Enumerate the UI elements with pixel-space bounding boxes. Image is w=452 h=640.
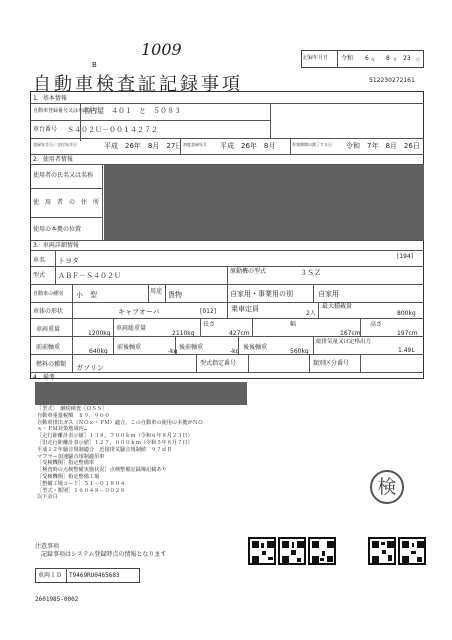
max-load-label: 最大積載量 (322, 303, 353, 310)
reg-number-label: 自動車登録番号又は車両番号 (33, 108, 99, 114)
maker-value: トヨタ (58, 257, 79, 265)
remark-line: 平成１２年騒音規制適合 近接排気騒音規制値 ９７ｄＢ (37, 446, 172, 453)
gross-value: 2110kg (172, 330, 195, 337)
section2-heading: 2．使用者情報 (33, 156, 73, 163)
remarks-list (37, 407, 257, 502)
vehicle-id-value: T9469RU0465683 (69, 572, 120, 579)
first-year-value: 平成 26年 8月 (220, 142, 276, 150)
qr-code-5 (398, 537, 426, 565)
section1-heading: 1．基本情報 (33, 95, 67, 102)
section4-heading: 4．備考 (33, 374, 55, 381)
front-rear-axle-label: 前後軸重 (117, 344, 142, 351)
rear-rear-axle-value: 560kg (290, 348, 309, 355)
issue-date-era: 令和 (341, 55, 354, 62)
maker-label: 車名 (33, 257, 46, 264)
front-front-axle-label: 前前軸重 (36, 344, 61, 351)
width-value: 167cm (340, 330, 361, 337)
chassis-value: Ｓ４０２Ｕ－００１４２７２ (67, 126, 158, 134)
document-number: 512230272161 (369, 77, 415, 84)
page-code: [194] (397, 253, 414, 260)
engine-value: ３ＳＺ (300, 269, 321, 277)
chassis-label: 車台番号 (33, 126, 58, 133)
rear-front-axle-label: 後前軸重 (179, 344, 204, 351)
front-rear-axle-value: -kg (168, 348, 178, 355)
qr-code-1 (248, 537, 276, 565)
body-value: キャブオーバ (118, 308, 160, 316)
kind-value: 小 型 (76, 291, 97, 299)
capacity-label: 乗車定員 (231, 305, 259, 313)
body-label: 車体の形状 (33, 308, 64, 315)
base-location-label: 使用の本拠の位置 (33, 226, 82, 233)
issue-date-year: 6 (365, 55, 369, 62)
notice-text: 記録事項はシステム登録時点の情報となります (41, 551, 167, 558)
vehicle-id-label: 車両ＩＤ (38, 572, 63, 579)
first-reg-label: 登録年月日／交付年月日 (33, 142, 77, 147)
height-label: 高さ (370, 321, 383, 328)
issue-date-month: 8 (386, 55, 390, 62)
width-label: 幅 (290, 321, 297, 328)
length-value: 427cm (229, 330, 250, 337)
remark-line: 自動車排出ガス（ＮＯｘ・ＰＭ）適合。この自動車の使用の本拠がＮＯ (37, 419, 204, 426)
use-label: 用途 (150, 288, 163, 295)
model-label: 型式 (33, 272, 46, 279)
displacement-value: 1.49L (398, 347, 415, 354)
remark-line: ［受検機関］指定整備車 (37, 460, 95, 467)
qr-code-4 (368, 537, 396, 565)
remark-line: ［受検機関］指定整備工場 (37, 473, 100, 480)
designation-label: 型式指定番号 (200, 360, 237, 367)
use-value: 貨物 (168, 291, 182, 299)
inspection-stamp (370, 470, 404, 504)
remark-line: ［検査時の点検整備実施状況］点検整備記録簿記載あり (37, 467, 167, 474)
rear-front-axle-value: -kg (230, 348, 240, 355)
redacted-remark (35, 382, 247, 405)
class-label: 類別区分番号 (313, 360, 350, 367)
reg-number-value: 名古屋 ４０１ と ５０８３ (83, 107, 181, 115)
remark-line: ［旧走行距離計表示値］１２７，０００ｋｍ（令和５年８月７日） (37, 439, 193, 446)
qr-code-2 (278, 537, 306, 565)
front-front-axle-value: 640kg (89, 348, 108, 355)
length-label: 長さ (203, 321, 216, 328)
issue-date-label: 記録年月日 (303, 55, 329, 61)
expiry-value: 令和 7年 8月 26日 (346, 142, 420, 150)
remark-line: 以下余白 (37, 494, 58, 501)
user-name-label: 使用者の氏名又は名称 (33, 172, 94, 179)
max-load-value: 800kg (397, 310, 416, 317)
remark-line: マフラー加速騒音規制適用車 (37, 453, 105, 460)
remark-line: 自動車重量税額 ￥９，９００ (37, 412, 110, 419)
remark-line: ［型式・類別］１６０４８－００２８ (37, 487, 126, 494)
remark-line: ［走行距離計表示値］１３８，７００ｋｍ（令和６年８月２３日） (37, 433, 193, 440)
height-value: 197cm (397, 330, 418, 337)
rear-rear-axle-label: 後後軸重 (243, 344, 268, 351)
engine-label: 原動機の型式 (230, 268, 267, 275)
remark-line: ｘ・ＰＭ対策地域内… (37, 426, 87, 433)
first-year-label: 初度登録年月 (183, 142, 207, 147)
expiry-label: 有効期間の満了する日 (292, 142, 332, 147)
body-code: [012] (200, 308, 217, 315)
notice-label: 注意事項 (35, 543, 60, 550)
remark-line: ［型式］ 継続検査［ＯＳＳ］ (37, 406, 108, 412)
fuel-value: ガソリン (76, 364, 104, 372)
redacted-user-info (104, 165, 424, 241)
displacement-label: 総排気量又は定格出力 (316, 339, 372, 345)
section3-heading: 3．車両詳細情報 (33, 242, 79, 249)
b-mark: B (92, 61, 97, 69)
document-title: 自動車検査証記録事項 (33, 74, 243, 95)
remark-line: ［整備工場コード］５１－０１８０４ (37, 480, 126, 487)
footer-code: 2601985-0002 (35, 596, 79, 603)
kind-label: 自動車の種別 (33, 291, 64, 297)
private-label: 自家用・事業用の別 (230, 290, 293, 298)
qr-code-3 (308, 537, 336, 565)
user-address-label: 使 用 者 の 住 所 (33, 199, 100, 206)
model-value: ＡＢＦ－Ｓ４０２Ｕ (58, 272, 121, 280)
stamp-text: 検 (377, 476, 397, 498)
first-reg-value: 平成 26年 8月 27日 (104, 142, 183, 150)
handwritten-number: 1009 (141, 40, 182, 59)
weight-value: 1200kg (88, 330, 111, 337)
fuel-label: 燃料の種類 (36, 361, 67, 368)
private-value: 自家用 (318, 290, 339, 298)
capacity-value: 2人 (306, 310, 316, 317)
gross-label: 車両総重量 (116, 325, 147, 332)
issue-date-day: 23 (403, 55, 411, 62)
weight-label: 車両重量 (36, 326, 61, 333)
